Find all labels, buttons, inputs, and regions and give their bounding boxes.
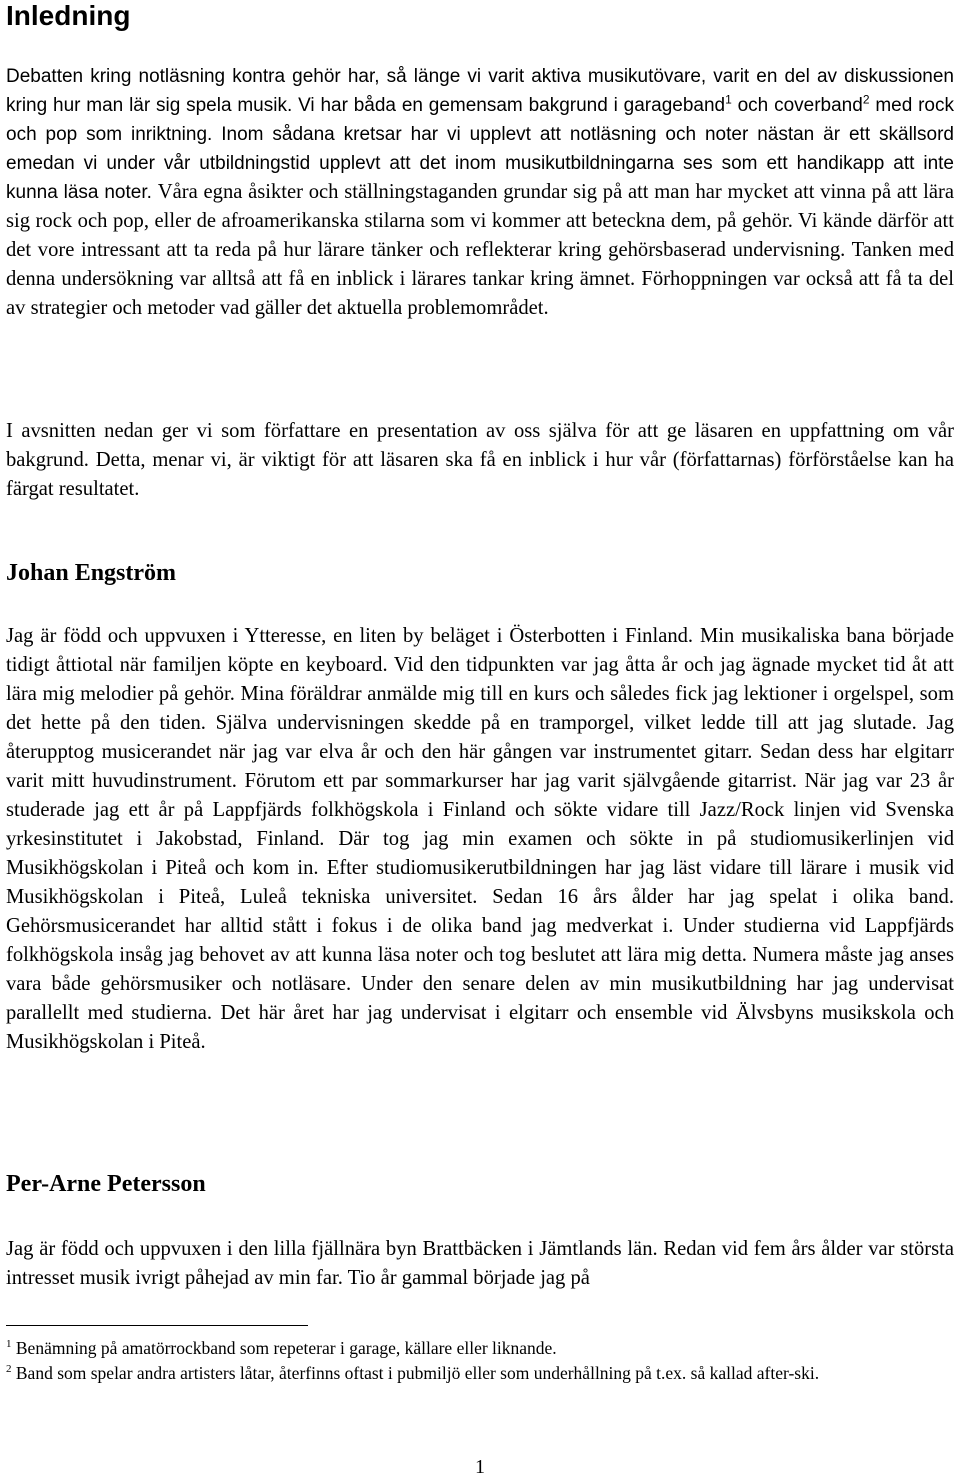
intro-text-3: med rock och pop som inriktning. Inom sådana kretsar har vi upplevt att notläsning och noter nästan är ett skällsord emedan vi under vår utbildningstid upplevt att det inom musikutbildningarna ses som ett handikapp att inte kunna läsa noter.: [6, 95, 954, 203]
footnote-number-2: 2: [6, 1363, 12, 1376]
footnote-text-2: Band som spelar andra artisters låtar, återfinns oftast i pubmiljö eller som underhållning på t.ex. så kallad after-ski.: [15, 1363, 820, 1383]
footnote-1: [6, 1336, 954, 1360]
footnote-2: [6, 1361, 954, 1385]
footnote-text-1: Benämning på amatörrockband som repeterar i garage, källare eller liknande.: [15, 1338, 557, 1358]
intro-text-1: Debatten kring notläsning kontra gehör har, så länge vi varit aktiva musikutövare, varit en del av diskussionen kring hur man lär sig spela musik. Vi har båda en gemensam bakgrund i garageband: [6, 66, 954, 116]
page-number: 1: [475, 1456, 485, 1478]
footnote-ref-1[interactable]: 1: [725, 92, 732, 107]
section-heading-per-arne: Per-Arne Petersson: [6, 1171, 206, 1197]
intro-paragraph: [6, 62, 954, 323]
page-title: Inledning: [6, 0, 131, 31]
footnote-ref-2[interactable]: 2: [862, 92, 870, 107]
footnote-separator: [6, 1325, 308, 1326]
section-body-johan: Jag är född och uppvuxen i Ytteresse, en liten by beläget i Österbotten i Finland. Min musikaliska bana började tidigt åttiotal när familjen köpte en keyboard. Vid den tidpunkten var jag åtta år och jag ägnade mycket tid åt att lära mig melodier på gehör. Mina föräldrar anmälde mig till en kurs och således fick jag lektioner i orgelspel, som det hette på den tiden. Själva undervisningen skedde på en tramporgel, vilket ledde till att jag slutade. Jag återupptog musicerandet när jag var elva år och den här gången var instrumentet gitarr. Sedan dess har elgitarr varit mitt huvudinstrument. Förutom ett par sommarkurser har jag varit självgående gitarrist. När jag var 23 år studerade jag ett år på Lappfjärds folkhögskola i Finland och sökte vidare till Jazz/Rock linjen vid Svenska yrkesinstitutet i Jakobstad, Finland. Där tog jag min examen och sökte in på studiomusikerlinjen vid Musikhögskolan i Piteå och kom in. Efter studiomusikerutbildningen har jag läst vidare till lärare i musik vid Musikhögskolan i Piteå, Luleå tekniska universitet. Sedan 16 års ålder har jag spelat i olika band. Gehörsmusicerandet har alltid stått i fokus i de olika band jag medverkat i. Under studierna vid Lappfjärds folkhögskola insåg jag behovet av att kunna läsa noter och tog beslutet att lära mig detta. Numera måste jag anses vara både gehörsmusiker och notläsare. Under den senare delen av min musikutbildning har jag undervisat parallellt med studierna. Det här året har jag undervisat i elgitarr och ensemble vid Älvsbyns musikskola och Musikhögskolan i Piteå.: [6, 625, 954, 1053]
intro-text-4: Våra egna åsikter och ställningstaganden grundar sig på att man har mycket att vinna på att lära sig rock och pop, eller de afroamerikanska stilarna som vi kommer att beteckna dem, på gehör. Vi kände därför att det vore intressant att ta reda på hur lärare tänker och reflekterar kring gehörsbaserad undervisning. Tanken med denna undersökning var alltså att få en inblick i lärares tankar kring ämnet. Förhoppningen var också att få ta del av strategier och metoder vad gäller det aktuella problemområdet.: [6, 181, 954, 319]
section-body-per-arne: Jag är född och uppvuxen i den lilla fjällnära byn Brattbäcken i Jämtlands län. Redan vid fem års ålder var största intresset musik ivrigt påhejad av min far. Tio år gammal började jag på: [6, 1238, 954, 1289]
footnote-number-1: 1: [6, 1338, 12, 1351]
intro-text-2: och coverband: [731, 95, 863, 116]
section-heading-johan: Johan Engström: [6, 560, 177, 586]
intro-paragraph-2: I avsnitten nedan ger vi som författare en presentation av oss själva för att ge läsaren en uppfattning om vår bakgrund. Detta, menar vi, är viktigt för att läsaren ska få en inblick i hur vår (författarnas) förförståelse kan ha färgat resultatet.: [6, 420, 954, 500]
